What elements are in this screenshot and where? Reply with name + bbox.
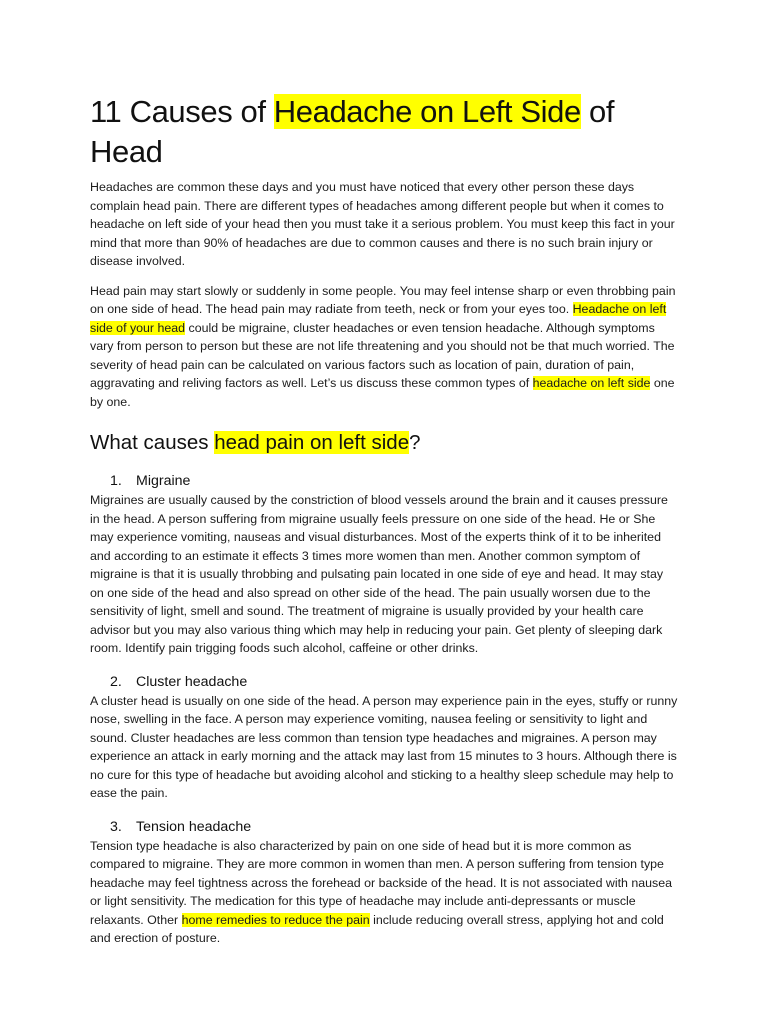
section-subheading: What causes head pain on left side? bbox=[90, 431, 421, 454]
highlight-link-2: headache on left side bbox=[532, 376, 651, 390]
subheading-highlight: head pain on left side bbox=[214, 431, 410, 454]
highlight-link-1: Headache on left side of your head bbox=[90, 302, 667, 335]
title-highlight: Headache on Left Side bbox=[273, 94, 581, 129]
intro-paragraph: Headaches are common these days and you must have noticed that every other person these days complain head pain. There are different types of headaches among different people but when it comes to headache on left side of your head then you must take it a serious problem. You must keep this fact in your mind that more than 90% of headaches are due to common causes and there is no such brain injury or disease involved. bbox=[90, 180, 675, 268]
section-heading-cluster: 2. Cluster headache bbox=[110, 673, 248, 690]
section-text-cluster: A cluster head is usually on one side of the head. A person may experience pain in the eyes, stuffy or runny nose, swelling in the face. A person may experience vomiting, nausea feeling or sensitivity to light and sound. Cluster headaches are less common than tension type headaches and migraines. A person may experience an attack in early morning and the attack may last from 15 minutes to 3 hours. Although there is no cure for this type of headache but avoiding alcohol and sticking to a healthy sleep schedule may help to ease the pain. bbox=[90, 693, 678, 800]
section-text-tension: Tension type headache is also characterized by pain on one side of head but it is more common as compared to migraine. They are more common in women than men. A person suffering from tension type headache may feel tightness across the forehead or backside of the head. It is not associated with nausea or light sensitivity. The medication for this type of headache may include anti-depressants or muscle relaxants. Other home remedies to reduce the pain include reducing overall stress, applying hot and cold and erection of posture. bbox=[90, 838, 673, 945]
section-text-migraine: Migraines are usually caused by the constriction of blood vessels around the brain and it causes pressure in the head. A person suffering from migraine usually feels pressure on one side of the head. He or She may experience vomiting, nauseas and visual disturbances. Most of the experts think of it to be inherited and according to an estimate it effects 3 times more women than men. Another common symptom of migraine is that it is usually throbbing and pulsating pain located in one side of eye and head. It may stay on one side of the head and also spread on other side of the head. The pain usually worsen due to the sensitivity of light, smell and sound. The treatment of migraine is usually provided by your health care advisor but you may also various thing which may help in reducing your pain. Get plenty of sleeping dark room. Identify pain trigging foods such alcohol, caffeine or other drinks. bbox=[90, 493, 668, 655]
section-heading-migraine: 1. Migraine bbox=[110, 473, 191, 489]
page-title: 11 Causes of Headache on Left Side of Head bbox=[90, 94, 615, 169]
section-heading-tension: 3. Tension headache bbox=[110, 818, 252, 835]
second-paragraph: Head pain may start slowly or suddenly in some people. You may feel intense sharp or even throbbing pain on one side of head. The head pain may radiate from teeth, neck or from your eyes too. Headache on left side of your head could be migraine, cluster headaches or even tension headache. Although symptoms vary from person to person but these are not life threatening and you should not be that much worried. The severity of head pain can be calculated on various factors such as location of pain, duration of pain, aggravating and reliving factors as well. Let’s us discuss these common types of headache on left side one by one. bbox=[90, 283, 676, 409]
highlight-link-3: home remedies to reduce the pain bbox=[181, 912, 370, 927]
